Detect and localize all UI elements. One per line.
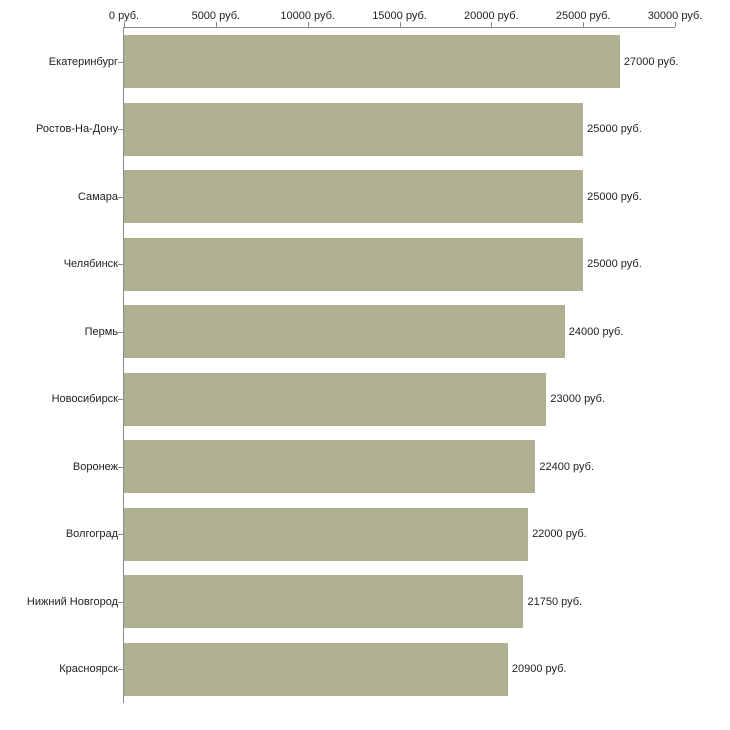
bar-value-label: 21750 руб. [527, 595, 583, 608]
x-axis-tick-mark [124, 22, 125, 27]
y-axis-tick-mark [118, 534, 123, 535]
bar-row[interactable] [124, 103, 675, 156]
x-axis-tick-mark [583, 22, 584, 27]
bar-row[interactable] [124, 305, 675, 358]
y-axis-category-label: Екатеринбург [48, 55, 118, 68]
bar-value-label: 25000 руб. [587, 123, 642, 136]
bar-value-label: 27000 руб. [623, 55, 679, 68]
bar-value-label: 25000 руб. [587, 190, 642, 203]
y-axis-category-label: Воронеж [72, 460, 118, 473]
bar-value-label: 24000 руб. [568, 325, 624, 338]
bar[interactable] [124, 35, 620, 88]
bar-value-label: 23000 руб. [550, 393, 606, 406]
bar[interactable] [124, 103, 583, 156]
bar-value-label: 22000 руб. [532, 528, 587, 541]
bar[interactable] [124, 373, 546, 426]
x-axis-tick-label: 25000 руб. [555, 10, 611, 22]
y-axis-tick-mark [118, 669, 123, 670]
y-axis-tick-mark [118, 467, 123, 468]
x-axis-tick-mark [675, 22, 676, 27]
bar[interactable] [124, 440, 535, 493]
bar-value-label: 25000 руб. [587, 258, 642, 271]
x-axis-tick-mark [308, 22, 309, 27]
y-axis-tick-mark [118, 602, 123, 603]
y-axis-category-label: Челябинск [63, 258, 118, 271]
x-axis-tick-label: 20000 руб. [464, 10, 519, 22]
y-axis-tick-mark [118, 129, 123, 130]
bar[interactable] [124, 305, 565, 358]
y-axis-category-label: Нижний Новгород [26, 595, 118, 608]
y-axis-tick-mark [118, 399, 123, 400]
x-axis-tick-label: 5000 руб. [191, 10, 241, 22]
bar[interactable] [124, 643, 508, 696]
bar[interactable] [124, 575, 523, 628]
bar[interactable] [124, 238, 583, 291]
x-axis-tick-label: 15000 руб. [372, 10, 427, 22]
y-axis-category-label: Самара [77, 190, 118, 203]
y-axis-category-label: Ростов-На-Дону [35, 123, 118, 136]
bar[interactable] [124, 508, 528, 561]
y-axis-tick-mark [118, 264, 123, 265]
y-axis-category-label: Новосибирск [51, 393, 118, 406]
x-axis-tick-label: 10000 руб. [280, 10, 335, 22]
plot-area [124, 28, 679, 703]
bar-row[interactable] [124, 440, 675, 493]
bar-row[interactable] [124, 170, 675, 223]
x-axis-tick-mark [491, 22, 492, 27]
bar-row[interactable] [124, 575, 675, 628]
x-axis-tick-label: 30000 руб. [647, 10, 703, 22]
bar-value-label: 22400 руб. [539, 460, 595, 473]
bar[interactable] [124, 170, 583, 223]
bar-row[interactable] [124, 508, 675, 561]
y-axis-tick-mark [118, 332, 123, 333]
bar-row[interactable] [124, 35, 679, 88]
y-axis-tick-mark [118, 62, 123, 63]
x-axis-tick-label: 0 руб. [108, 10, 140, 22]
bar-value-label: 20900 руб. [511, 663, 567, 676]
y-axis-category-label: Пермь [84, 325, 118, 338]
x-axis-tick-mark [216, 22, 217, 27]
bar-row[interactable] [124, 643, 675, 696]
bar-row[interactable] [124, 238, 675, 291]
y-axis-category-label: Красноярск [59, 663, 118, 676]
y-axis-tick-mark [118, 197, 123, 198]
x-axis-tick-mark [400, 22, 401, 27]
bar-row[interactable] [124, 373, 675, 426]
y-axis-category-label: Волгоград [65, 528, 118, 541]
